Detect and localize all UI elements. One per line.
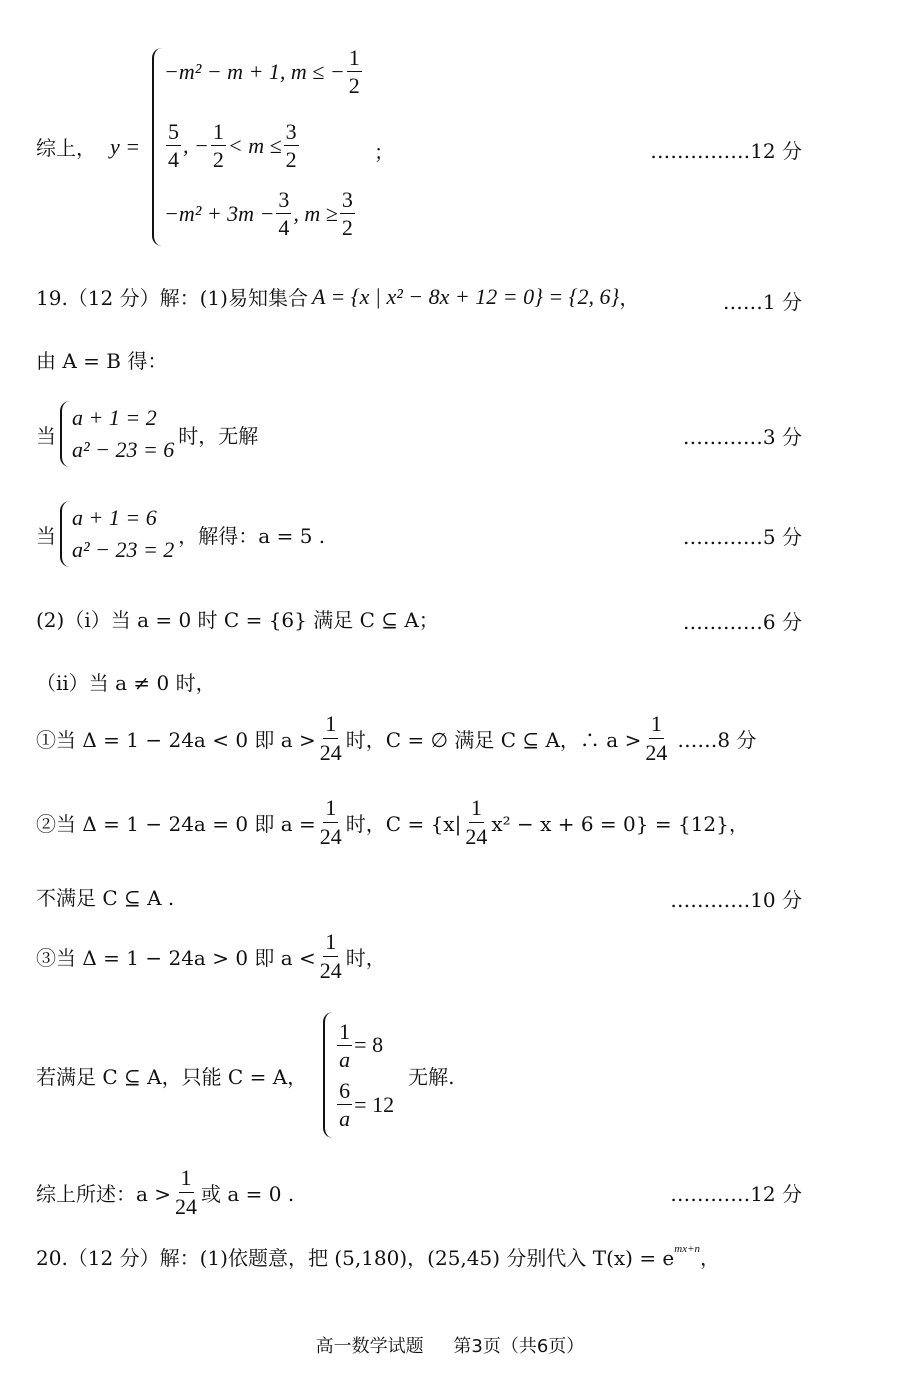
q19-part2-i: (2)（ⅰ）当 a = 0 时 C = {6} 满足 C ⊆ A； <box>36 608 439 632</box>
q19-case-3-line-2: 若满足 C ⊆ A，只能 C = A， $\frac{1}{a}$ = 8 $\frac{6}{a}$ = 12 无解. <box>36 1010 454 1140</box>
fraction: $\frac{1}{a}$ <box>339 1018 351 1072</box>
brace <box>60 501 70 567</box>
fraction: $\frac{1}{24}$ <box>175 1165 198 1219</box>
q19-system-2: 当 a + 1 = 6 a² − 23 = 2 ，解得：a = 5 . <box>36 498 325 570</box>
q19-part2-ii: （ⅱ）当 a ≠ 0 时， <box>36 671 216 695</box>
summary-semicolon: ； <box>374 140 394 164</box>
fraction: $\frac{1}{2}$ <box>348 45 360 99</box>
summary-case-3: −m² + 3m − $\frac{3}{4}$ , m ≥ $\frac{3}{2}$ <box>164 187 353 241</box>
summary-label: 综上， <box>36 136 96 160</box>
fraction: $\frac{1}{2}$ <box>212 119 224 173</box>
summary-case-2: $\frac{5}{4}$ , − $\frac{1}{2}$ < m ≤ $\frac{3}{2}$ <box>168 119 297 173</box>
summary-var: y = <box>110 133 141 159</box>
fraction: $\frac{3}{2}$ <box>341 187 353 241</box>
brace <box>60 401 70 467</box>
score-marker: …………12 分 <box>670 1182 802 1206</box>
footer-page-number: 第3页（共6页） <box>453 1336 585 1357</box>
q19-case-2-line-2: 不满足 C ⊆ A . <box>36 886 175 910</box>
q19-case-2: ②当 Δ = 1 − 24a = 0 即 a = $\frac{1}{24}$ 时，C = {x| $\frac{1}{24}$ x² − x + 6 = 0} = {12}， <box>36 795 749 849</box>
score-marker: …………6 分 <box>682 610 802 634</box>
fraction: $\frac{1}{24}$ <box>319 711 342 765</box>
summary-brace <box>152 48 162 246</box>
q19-line-2: 由 A = B 得： <box>36 349 168 373</box>
fraction: $\frac{1}{24}$ <box>645 711 668 765</box>
q19-system-1: 当 a + 1 = 2 a² − 23 = 6 时，无解 <box>36 398 258 470</box>
summary-case-1: −m² − m + 1, m ≤ − $\frac{1}{2}$ <box>164 45 360 99</box>
fraction: $\frac{6}{a}$ <box>339 1078 351 1132</box>
score-marker: ……1 分 <box>722 290 802 314</box>
fraction: $\frac{1}{24}$ <box>465 795 488 849</box>
fraction: $\frac{1}{24}$ <box>319 795 342 849</box>
fraction: $\frac{1}{24}$ <box>319 929 342 983</box>
q19-case-3: ③当 Δ = 1 − 24a > 0 即 a < $\frac{1}{24}$ 时， <box>36 929 386 983</box>
score-marker: …………5 分 <box>682 525 802 549</box>
fraction: $\frac{3}{2}$ <box>285 119 297 173</box>
brace <box>323 1012 333 1138</box>
q19-header: 19.（12 分）解：(1)易知集合 A = {x | x² − 8x + 12 = 0} = {2, 6} ， <box>36 283 640 310</box>
footer-title: 高一数学试题 <box>315 1336 424 1357</box>
q20-line: 20.（12 分）解：(1)依题意，把 (5,180)，(25,45) 分别代入 T(x) = e $^{mx+n}$ ， <box>36 1242 721 1270</box>
q19-case-1: ①当 Δ = 1 − 24a < 0 即 a > $\frac{1}{24}$ 时，C = ∅ 满足 C ⊆ A，∴ a > $\frac{1}{24}$ ……8 分 <box>36 711 757 765</box>
fraction: $\frac{3}{4}$ <box>278 187 290 241</box>
score-marker: …………3 分 <box>682 425 802 449</box>
score-marker: …………10 分 <box>670 888 802 912</box>
score-marker: ……8 分 <box>677 727 757 752</box>
page-footer <box>0 1332 900 1358</box>
fraction: $\frac{5}{4}$ <box>168 119 179 173</box>
score-marker: ……………12 分 <box>650 139 802 163</box>
q19-conclusion: 综上所述：a > $\frac{1}{24}$ 或 a = 0 . <box>36 1165 295 1219</box>
